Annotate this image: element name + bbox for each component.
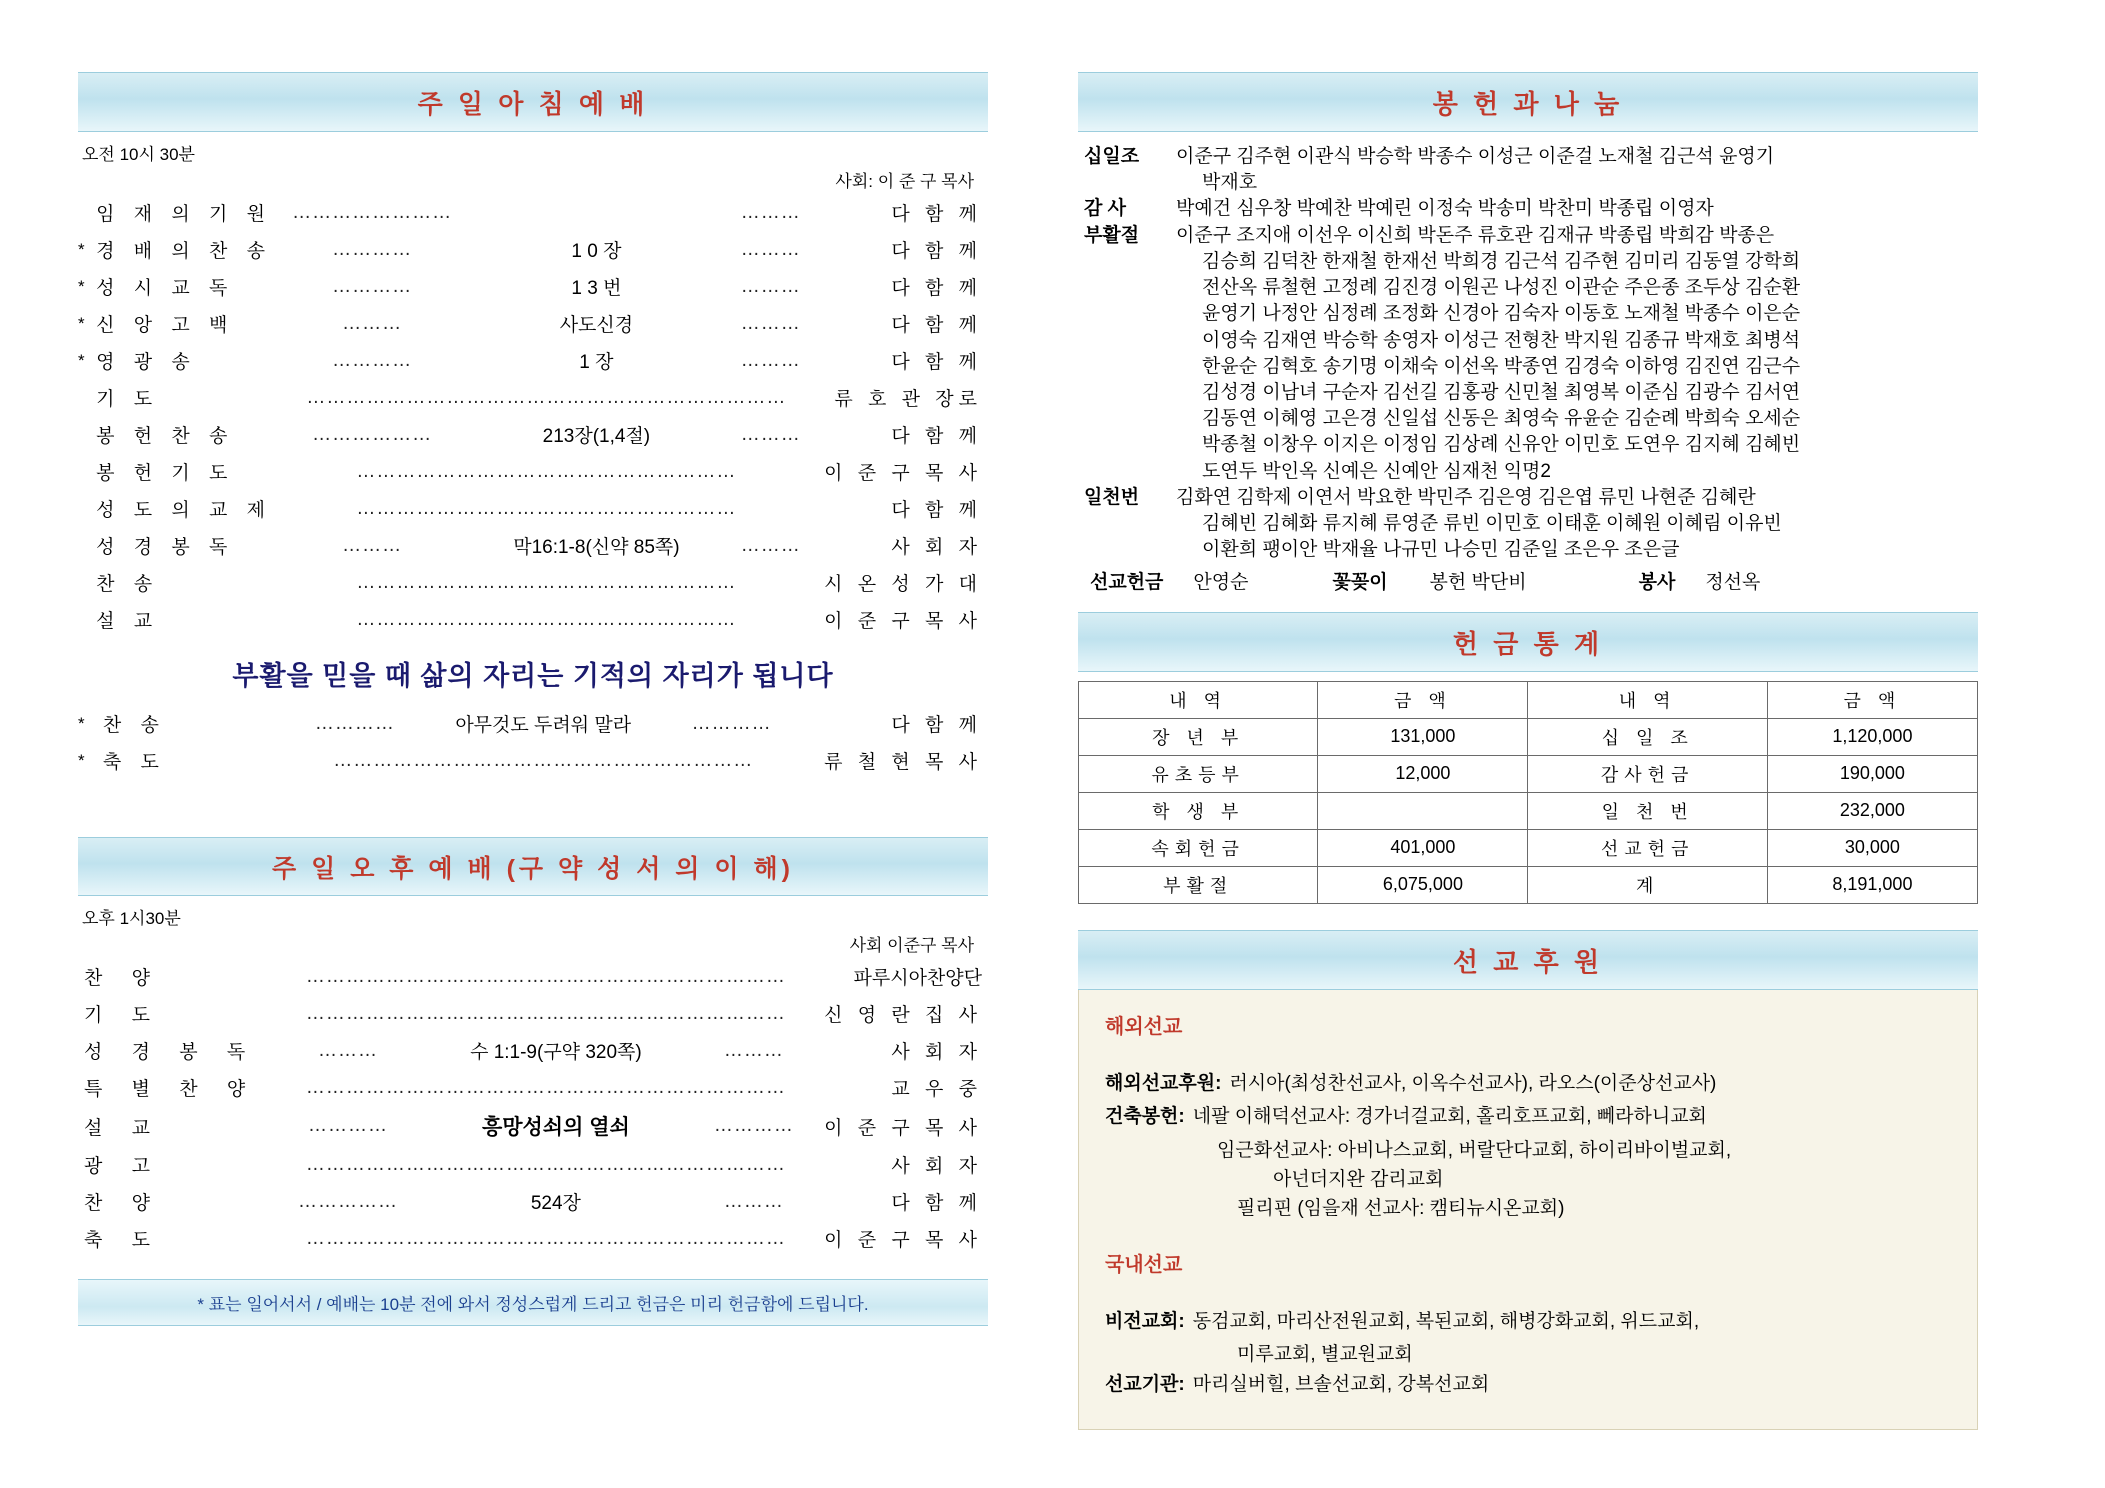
order-item: 찬 양: [84, 968, 162, 989]
building-offering-value: 네팔 이해덕선교사: 경가너걸교회, 홀리호프교회, 뻬라하니교회: [1192, 1106, 1707, 1128]
col-header-category-2: 내 역: [1528, 681, 1767, 718]
order-star: *: [78, 350, 85, 370]
order-dots: ………………………………………………………………: [305, 1227, 786, 1249]
order-detail: 213장(1,4절): [542, 426, 651, 447]
order-star: [78, 194, 90, 231]
names-line: 이준구 조지애 이선우 이신희 박돈주 류호관 김재규 박종립 박희감 박종은: [1176, 224, 1775, 246]
offering-group-thousand: [1084, 485, 1976, 564]
spacer: [1105, 1295, 1951, 1307]
offering-group-thanks: [1084, 196, 1976, 222]
order-person: 이 준 구 목 사: [824, 1230, 982, 1251]
order-dots: …………: [307, 1115, 388, 1136]
order-item: 성 도 의 교 제: [96, 500, 272, 521]
offering-group-label: 일천번: [1084, 486, 1140, 508]
col-header-amount-1: 금 액: [1318, 681, 1528, 718]
order-row: [78, 1183, 988, 1220]
order-star: [78, 564, 90, 601]
order-star: *: [78, 239, 85, 259]
offering-group-label: 십일조: [1084, 146, 1140, 167]
cell-category-2: 선교헌금: [1528, 829, 1767, 866]
order-item: 설 교: [96, 611, 160, 632]
left-column: [78, 72, 988, 1448]
offering-statistics: [1078, 612, 1978, 904]
order-item: 찬 송: [102, 715, 166, 736]
order-person: 류 철 현 목 사: [824, 752, 982, 773]
spacer: [1105, 1057, 1951, 1069]
offering-group-names: [1176, 223, 1976, 485]
names-line: 박재호: [1202, 172, 1258, 194]
afternoon-order-body: [78, 958, 988, 1257]
order-person: 교 우 중: [891, 1079, 982, 1100]
order-star: [78, 490, 90, 527]
order-dots-2: ………: [740, 349, 801, 371]
order-person: 시 온 성 가 대: [824, 574, 982, 595]
cell-amount-1: 6,075,000: [1318, 866, 1528, 903]
table-row: [1079, 792, 1978, 829]
names-line: 전산옥 류철현 고정례 김진경 이원곤 나성진 이관순 주은종 조두상 김순환: [1202, 277, 1801, 299]
order-dots: ……………………: [292, 201, 453, 223]
order-person: 다 함 께: [891, 500, 982, 521]
order-star: *: [78, 313, 85, 333]
order-detail: 524장: [530, 1193, 581, 1214]
names-line: 이준구 김주현 이관식 박승학 박종수 이성근 이준걸 노재철 김근석 윤영기: [1176, 146, 1775, 167]
vision-church-value: 동검교회, 마리산전원교회, 복된교회, 해병강화교회, 위드교회,: [1192, 1310, 1700, 1332]
offering-group-easter: [1084, 223, 1976, 485]
offering-group-tithe: [1084, 144, 1976, 196]
table-header-row: [1079, 681, 1978, 718]
morning-service-header: [78, 132, 988, 167]
offering-group-label: 부활절: [1084, 224, 1140, 246]
order-row: [78, 1220, 988, 1257]
order-row: [78, 490, 988, 527]
afternoon-service-banner: 주 일 오 후 예 배 (구 약 성 서 의 이 해): [78, 837, 988, 896]
cell-category-1: 부활절: [1079, 866, 1318, 903]
offering-group-names: [1176, 144, 1976, 196]
order-item: 광 고: [84, 1156, 162, 1177]
flower-value: 봉헌 박단비: [1429, 571, 1527, 593]
order-item: 설 교: [84, 1117, 162, 1139]
afternoon-service-leader-row: [78, 931, 988, 958]
order-star: *: [78, 750, 85, 770]
overseas-support-value: 러시아(최성찬선교사, 이옥수선교사), 라오스(이준상선교사): [1229, 1072, 1717, 1094]
order-detail: 1 장: [579, 352, 614, 373]
names-line: 김화연 김학제 이연서 박요한 박민주 김은영 김은엽 류민 나현준 김혜란: [1176, 486, 1756, 508]
order-dots: ………………………………………………………………: [306, 386, 787, 408]
names-line: 도연두 박인옥 신예은 신예안 심재천 익명2: [1202, 460, 1551, 482]
offering-names: [1078, 132, 1978, 596]
vision-church-label: 비전교회:: [1105, 1310, 1185, 1332]
order-dots: ………………………………………………………: [333, 749, 754, 771]
order-detail: 사도신경: [559, 315, 634, 336]
order-row: [78, 705, 988, 742]
order-person: 다 함 께: [891, 241, 982, 262]
morning-order-table-after: [78, 705, 988, 779]
order-person: 다 함 께: [891, 315, 982, 336]
morning-order-after-body: [78, 705, 988, 779]
order-person: 사 회 자: [891, 1042, 982, 1063]
order-dots: …………: [332, 275, 413, 297]
order-dots: …………: [332, 238, 413, 260]
table-row: [1079, 829, 1978, 866]
order-dots-2: ………: [740, 312, 801, 334]
order-person: 신 영 란 집 사: [824, 1005, 982, 1026]
overseas-support-label: 해외선교후원:: [1105, 1072, 1222, 1094]
order-row: [78, 742, 988, 779]
mission-support-section: [1078, 930, 1978, 1431]
order-row: [78, 416, 988, 453]
cell-category-2: 감사헌금: [1528, 755, 1767, 792]
order-detail: 흥망성쇠의 열쇠: [481, 1116, 630, 1139]
service-value: 정선옥: [1705, 571, 1761, 593]
order-star: [78, 379, 90, 416]
cell-category-2: 계: [1528, 866, 1767, 903]
order-item: 찬 송: [96, 574, 160, 595]
cell-amount-2: 1,120,000: [1767, 718, 1977, 755]
building-offering-label: 건축봉헌:: [1105, 1106, 1185, 1128]
order-person: 이 준 구 목 사: [824, 463, 982, 484]
names-line: 박예건 심우창 박예찬 박예린 이정숙 박송미 박찬미 박종립 이영자: [1176, 198, 1714, 220]
statistics-table: [1078, 681, 1978, 904]
order-dots: …………………………………………………: [356, 497, 737, 519]
order-row: [78, 601, 988, 638]
table-row: [1079, 866, 1978, 903]
order-item: 성 경 봉 독: [84, 1042, 258, 1063]
names-line: 한윤순 김혁호 송기명 이채숙 이선옥 박종연 김경숙 이하영 김진연 김근수: [1202, 355, 1801, 377]
building-offering-cont-2: 아넌더지완 감리교회: [1273, 1169, 1444, 1191]
order-detail: 아무것도 두려워 말라: [455, 715, 632, 736]
order-person: 다 함 께: [891, 352, 982, 373]
order-detail: 1 0 장: [571, 241, 622, 262]
order-dots-2: ………: [740, 201, 801, 223]
names-line: 이환희 팽이안 박재율 나규민 나승민 김준일 조은우 조은글: [1202, 539, 1680, 561]
names-line: 김성경 이남녀 구순자 김선길 김홍광 신민철 최영복 이준심 김광수 김서연: [1202, 381, 1801, 403]
cell-amount-1: 12,000: [1318, 755, 1528, 792]
order-dots: ………………: [312, 423, 433, 445]
order-dots: ………………………………………………………………: [305, 1076, 786, 1098]
order-detail: 막16:1-8(신약 85쪽): [513, 537, 680, 558]
cell-amount-2: 30,000: [1767, 829, 1977, 866]
order-dots-2: …………: [713, 1115, 794, 1136]
names-line: 윤영기 나정안 심정례 조정화 신경아 김숙자 이동호 노재철 박종수 이은순: [1202, 303, 1801, 325]
cell-category-1: 유초등부: [1079, 755, 1318, 792]
order-dots: …………………………………………………: [356, 608, 737, 630]
order-item: 경 배 의 찬 송: [96, 241, 272, 262]
order-item: 찬 양: [84, 1193, 162, 1214]
order-detail: 1 3 번: [571, 278, 622, 299]
service-footnote: * 표는 일어서서 / 예배는 10분 전에 와서 정성스럽게 드리고 헌금은 미리 헌금함에 드립니다.: [78, 1279, 988, 1326]
order-dots-2: ………: [740, 423, 801, 445]
cell-category-1: 장 년 부: [1079, 718, 1318, 755]
order-dots: ………: [317, 1039, 378, 1061]
domestic-mission-title: 국내선교: [1105, 1253, 1183, 1276]
morning-order-body: [78, 194, 988, 638]
morning-service-time: 오전 10시 30분: [82, 145, 195, 164]
cell-category-1: 속회헌금: [1079, 829, 1318, 866]
table-row: [1079, 718, 1978, 755]
order-row: [78, 1069, 988, 1106]
order-dots: ………………………………………………………………: [305, 1153, 786, 1175]
vision-church-cont: 미루교회, 별교원교회: [1237, 1344, 1413, 1366]
afternoon-service-leader: 사회 이준구 목사: [849, 936, 974, 955]
overseas-mission-title: 해외선교: [1105, 1015, 1183, 1038]
order-item: 임 재 의 기 원: [96, 204, 272, 225]
order-dots-2: …………: [691, 712, 772, 734]
order-row: [78, 453, 988, 490]
order-dots-2: ………: [723, 1039, 784, 1061]
spacer: [78, 779, 988, 837]
cell-amount-2: 8,191,000: [1767, 866, 1977, 903]
order-star: *: [78, 713, 85, 733]
order-star: [78, 416, 90, 453]
building-offering-row: [1105, 1102, 1951, 1131]
order-row: [78, 995, 988, 1032]
names-line: 김승희 김덕찬 한재철 한재선 박희경 김근석 김주현 김미리 김동열 강학희: [1202, 250, 1801, 272]
order-person: 이 준 구 목 사: [824, 611, 982, 632]
order-person: 다 함 께: [891, 1193, 982, 1214]
offering-group-names: [1176, 196, 1976, 222]
order-dots: ………………………………………………………………: [305, 965, 786, 987]
order-star: [78, 527, 90, 564]
names-line: 박종철 이창우 이지은 이정임 김상례 신유안 이민호 도연우 김지혜 김혜빈: [1202, 434, 1801, 456]
order-row: [78, 564, 988, 601]
sermon-title: 부활을 믿을 때 삶의 자리는 기적의 자리가 됩니다: [232, 661, 834, 691]
order-item: 축 도: [102, 752, 166, 773]
building-offering-cont-1: 임근화선교사: 아비나스교회, 버랄단다교회, 하이리바이벌교회,: [1217, 1139, 1732, 1161]
cell-category-1: 학 생 부: [1079, 792, 1318, 829]
col-header-category-1: 내 역: [1079, 681, 1318, 718]
order-item: 봉 헌 기 도: [96, 463, 235, 484]
statistics-banner: 헌 금 통 계: [1078, 612, 1978, 672]
order-item: 성 경 봉 독: [96, 537, 235, 558]
morning-service-leader: 사회: 이 준 구 목사: [835, 172, 974, 191]
order-row: [78, 1106, 988, 1146]
order-dots: ………………………………………………………………: [305, 1002, 786, 1024]
offering-banner: 봉 헌 과 나 눔: [1078, 72, 1978, 132]
order-person: 류 호 관 장로: [834, 389, 982, 410]
order-person: 다 함 께: [891, 715, 982, 736]
flower-label: 꽃꽂이: [1332, 571, 1388, 593]
order-row: [78, 342, 988, 379]
offering-group-names: [1176, 485, 1976, 564]
afternoon-service-header: [78, 896, 988, 931]
order-item: 기 도: [96, 389, 160, 410]
overseas-support-row: [1105, 1069, 1951, 1098]
cell-amount-2: 190,000: [1767, 755, 1977, 792]
cell-amount-2: 232,000: [1767, 792, 1977, 829]
mission-agency-value: 마리실버힐, 브솔선교회, 강복선교회: [1192, 1373, 1490, 1395]
mission-agency-label: 선교기관:: [1105, 1373, 1185, 1395]
table-row: [1079, 755, 1978, 792]
mission-offering-label: 선교헌금: [1090, 571, 1164, 593]
order-item: 기 도: [84, 1005, 162, 1026]
order-person: 다 함 께: [891, 426, 982, 447]
order-dots-2: ………: [740, 534, 801, 556]
order-person: 다 함 께: [891, 204, 982, 225]
mission-banner: 선 교 후 원: [1078, 930, 1978, 990]
order-star: [78, 601, 90, 638]
order-row: [78, 268, 988, 305]
order-person: 파루시아찬양단: [853, 968, 982, 989]
order-dots-2: ………: [723, 1190, 784, 1212]
order-row: [78, 305, 988, 342]
order-dots: ……………: [297, 1190, 398, 1212]
order-item: 축 도: [84, 1230, 162, 1251]
service-label: 봉사: [1638, 571, 1676, 593]
cell-amount-1: 131,000: [1318, 718, 1528, 755]
order-dots: …………………………………………………: [356, 571, 737, 593]
statistics-body: [1079, 718, 1978, 903]
col-header-amount-2: 금 액: [1767, 681, 1977, 718]
morning-order-table: [78, 194, 988, 638]
order-row: [78, 1032, 988, 1069]
order-row: [78, 194, 988, 231]
morning-service-banner: 주 일 아 침 예 배: [78, 72, 988, 132]
order-dots: ………: [342, 312, 403, 334]
order-dots-2: ………: [740, 238, 801, 260]
order-item: 특 별 찬 양: [84, 1079, 258, 1100]
order-row: [78, 958, 988, 995]
cell-amount-1: 401,000: [1318, 829, 1528, 866]
order-row: [78, 379, 988, 416]
order-dots: …………………………………………………: [356, 460, 737, 482]
order-dots: ………: [342, 534, 403, 556]
order-item: 영 광 송: [96, 352, 197, 373]
order-star: [78, 453, 90, 490]
order-dots: …………: [332, 349, 413, 371]
names-line: 김동연 이혜영 고은경 신일섭 신동은 최영숙 유윤순 김순례 박희숙 오세순: [1202, 408, 1801, 430]
order-dots: …………: [314, 712, 395, 734]
names-line: 이영숙 김재연 박승학 송영자 이성근 전형찬 박지원 김종규 박재호 최병석: [1202, 329, 1801, 351]
morning-service-leader-row: [78, 167, 988, 194]
order-person: 사 회 자: [891, 1156, 982, 1177]
mission-offering-value: 안영순: [1193, 571, 1249, 593]
philippines-mission-line: 필리핀 (임을재 선교사: 캠티뉴시온교회): [1237, 1198, 1565, 1220]
afternoon-order-table: [78, 958, 988, 1257]
cell-category-2: 일 천 번: [1528, 792, 1767, 829]
order-person: 이 준 구 목 사: [824, 1117, 982, 1139]
cell-amount-1: [1318, 792, 1528, 829]
statistics-head: [1079, 681, 1978, 718]
afternoon-service-time: 오후 1시30분: [82, 909, 181, 928]
vision-church-row: [1105, 1307, 1951, 1336]
order-item: 신 앙 고 백: [96, 315, 235, 336]
spacer: [1078, 904, 1978, 930]
order-row: [78, 1146, 988, 1183]
order-dots-2: ………: [740, 275, 801, 297]
mission-body: [1078, 990, 1978, 1431]
order-row: [78, 231, 988, 268]
order-star: *: [78, 276, 85, 296]
order-row: [78, 527, 988, 564]
names-line: 김혜빈 김혜화 류지혜 류영준 류빈 이민호 이태훈 이혜원 이혜림 이유빈: [1202, 513, 1782, 535]
order-item: 성 시 교 독: [96, 278, 235, 299]
order-detail: [452, 194, 741, 231]
right-column: [1078, 72, 1978, 1448]
order-item: 봉 헌 찬 송: [96, 426, 235, 447]
offering-group-label: 감 사: [1084, 198, 1126, 220]
order-person: 사 회 자: [891, 537, 982, 558]
offering-final-row: [1084, 564, 1976, 596]
cell-category-2: 십 일 조: [1528, 718, 1767, 755]
order-person: 다 함 께: [891, 278, 982, 299]
mission-agency-row: [1105, 1370, 1951, 1399]
order-detail: 수 1:1-9(구약 320쪽): [470, 1042, 642, 1063]
